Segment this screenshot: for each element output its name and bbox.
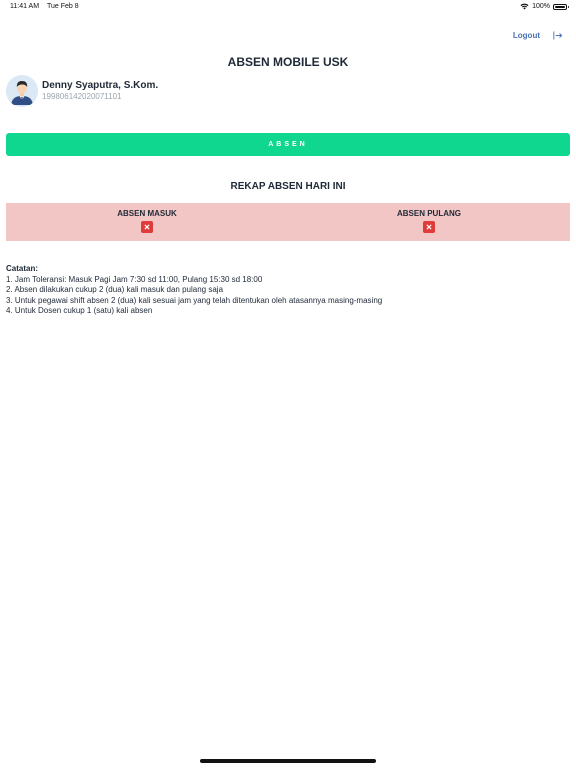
status-left bbox=[10, 3, 79, 10]
absen-button-label: ABSEN bbox=[268, 141, 308, 148]
close-icon bbox=[426, 224, 432, 230]
rekap-masuk bbox=[6, 203, 288, 241]
battery-percent: 100% bbox=[532, 3, 550, 10]
note-item: 1. Jam Toleransi: Masuk Pagi Jam 7:30 sd 11:00, Pulang 15:30 sd 18:00 bbox=[6, 274, 263, 284]
avatar bbox=[6, 75, 38, 107]
close-icon bbox=[144, 224, 150, 230]
notes-title: Catatan: bbox=[6, 264, 39, 273]
user-info bbox=[42, 80, 158, 102]
wifi-icon bbox=[520, 3, 529, 10]
absen-pulang-label: ABSEN PULANG bbox=[396, 209, 461, 218]
absen-button[interactable] bbox=[6, 133, 570, 156]
rekap-title: REKAP ABSEN HARI INI bbox=[230, 181, 346, 192]
battery-fill bbox=[555, 6, 565, 8]
user-name: Denny Syaputra, S.Kom. bbox=[42, 80, 159, 92]
pulang-status-badge bbox=[423, 221, 435, 233]
notes-section bbox=[6, 264, 382, 317]
masuk-status-badge bbox=[141, 221, 153, 233]
absen-masuk-label: ABSEN MASUK bbox=[117, 209, 177, 218]
user-id: 199806142020071101 bbox=[42, 92, 122, 102]
logout-link[interactable]: Logout bbox=[512, 31, 540, 40]
status-date: Tue Feb 8 bbox=[47, 3, 79, 10]
note-item: 4. Untuk Dosen cukup 1 (satu) kali absen bbox=[6, 306, 153, 315]
logout-icon[interactable] bbox=[552, 30, 563, 41]
page-title: ABSEN MOBILE USK bbox=[227, 55, 349, 69]
note-item: 3. Untuk pegawai shift absen 2 (dua) kali sesuai jam yang telah ditentukan oleh atasannya masing-masing bbox=[6, 295, 383, 305]
rekap-pulang bbox=[288, 203, 570, 241]
user-profile bbox=[6, 75, 158, 107]
status-bar bbox=[0, 0, 576, 14]
status-time: 11:41 AM bbox=[10, 3, 40, 10]
note-item: 2. Absen dilakukan cukup 2 (dua) kali masuk dan pulang saja bbox=[6, 285, 224, 294]
battery-icon bbox=[553, 4, 567, 10]
status-right bbox=[520, 3, 567, 10]
rekap-panel bbox=[6, 203, 570, 241]
home-indicator[interactable] bbox=[200, 759, 376, 763]
user-avatar-icon bbox=[6, 75, 38, 107]
